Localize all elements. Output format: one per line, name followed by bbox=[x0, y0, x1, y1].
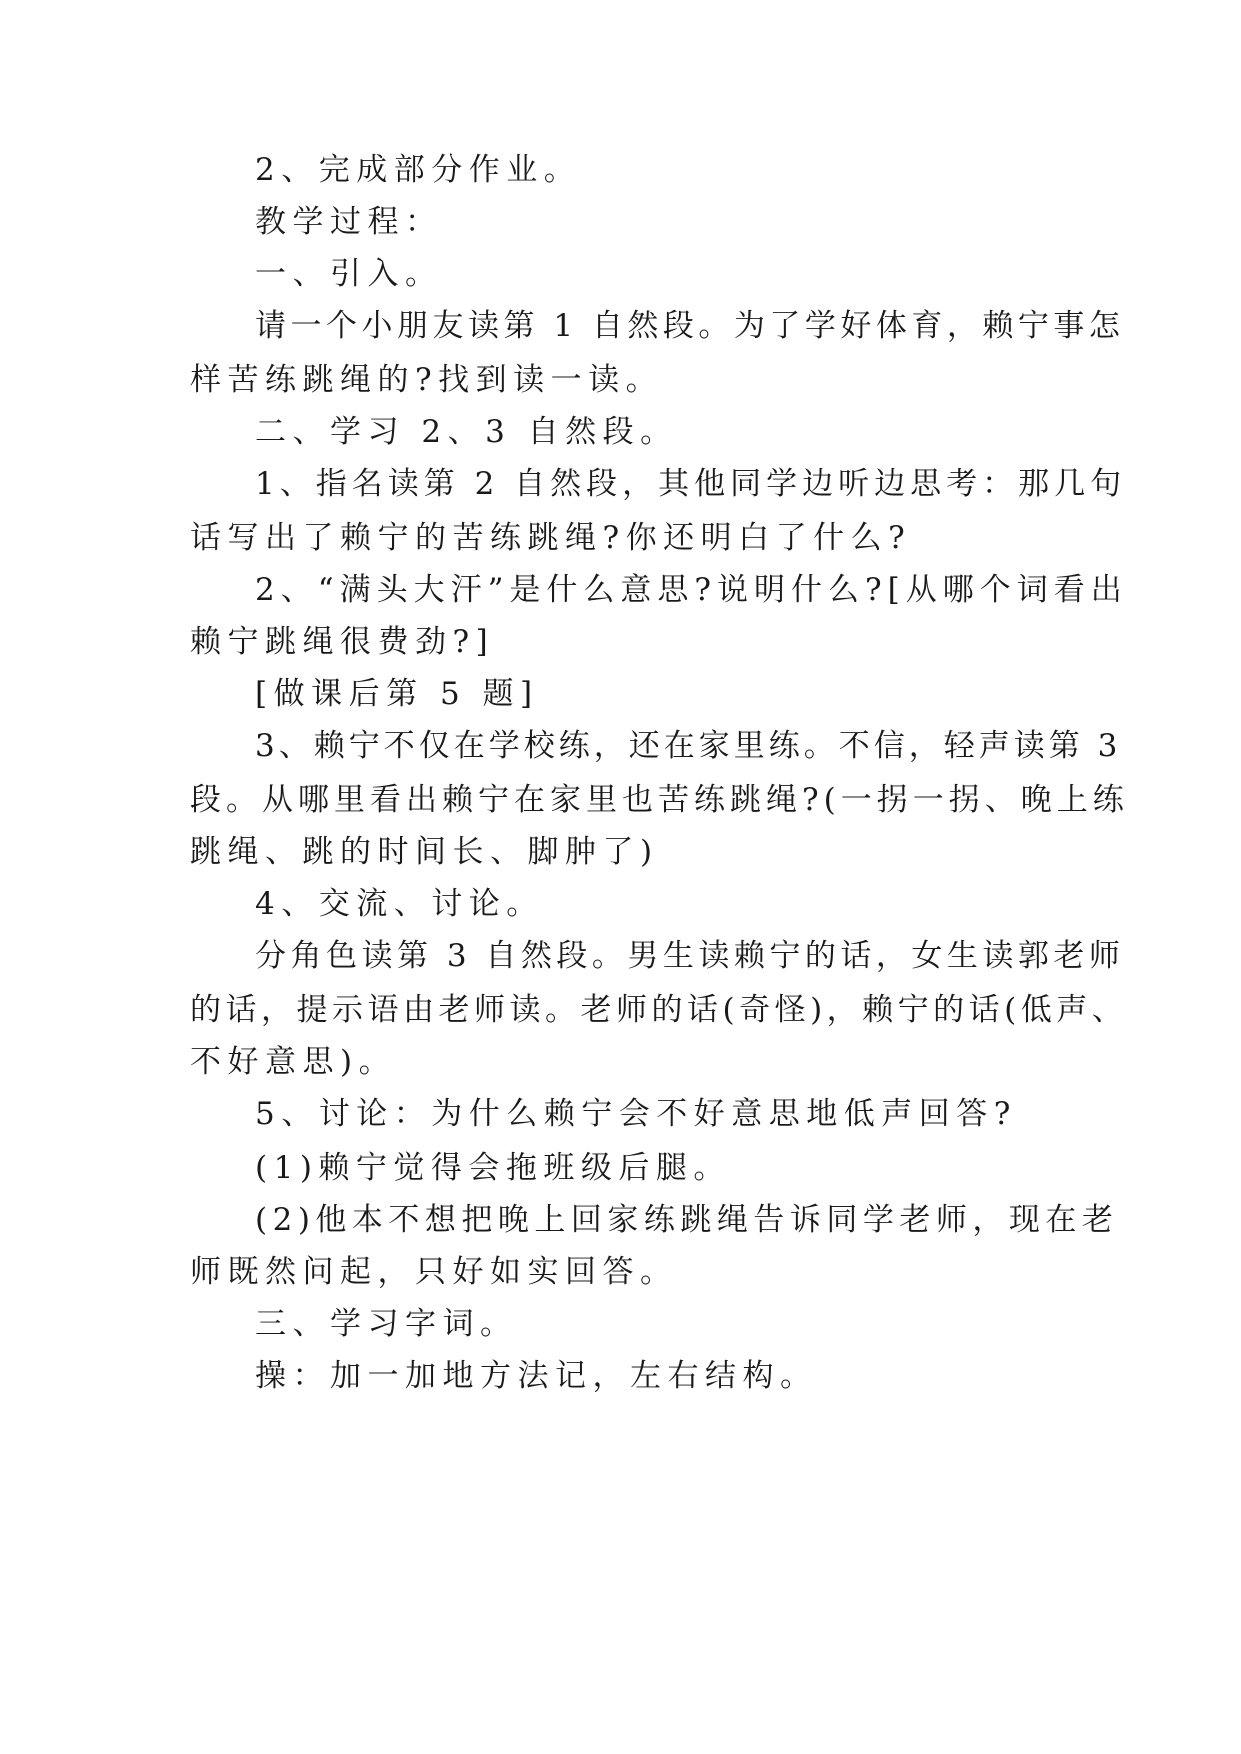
text-line: 段。从哪里看出赖宁在家里也苦练跳绳?(一拐一拐、晚上练 bbox=[190, 782, 1129, 818]
text-line: 4、交流、讨论。 bbox=[255, 886, 544, 922]
text-line: 二、学习 2、3 自然段。 bbox=[255, 414, 678, 450]
text-line: 不好意思)。 bbox=[190, 1044, 397, 1080]
text-line: (1)赖宁觉得会拖班级后腿。 bbox=[255, 1150, 731, 1186]
text-line: 样苦练跳绳的?找到读一读。 bbox=[190, 362, 664, 398]
text-line: 1、指名读第 2 自然段，其他同学边听边思考：那几句 bbox=[255, 466, 1127, 502]
text-line: 2、“满头大汗”是什么意思?说明什么?[从哪个词看出 bbox=[255, 572, 1128, 608]
text-line: 2、完成部分作业。 bbox=[255, 152, 582, 188]
text-line: 教学过程： bbox=[255, 204, 443, 240]
text-line: 三、学习字词。 bbox=[255, 1306, 518, 1342]
text-line: 5、讨论：为什么赖宁会不好意思地低声回答? bbox=[255, 1096, 1017, 1132]
text-line: 跳绳、跳的时间长、脚肿了) bbox=[190, 834, 659, 870]
text-line: 请一个小朋友读第 1 自然段。为了学好体育，赖宁事怎 bbox=[255, 308, 1125, 344]
text-line: [做课后第 5 题] bbox=[255, 676, 539, 712]
text-line: (2)他本不想把晚上回家练跳绳告诉同学老师，现在老 bbox=[255, 1202, 1119, 1238]
text-line: 师既然问起，只好如实回答。 bbox=[190, 1254, 678, 1290]
text-line: 赖宁跳绳很费劲?] bbox=[190, 624, 495, 660]
text-line: 操：加一加地方法记，左右结构。 bbox=[255, 1358, 818, 1394]
text-line: 的话，提示语由老师读。老师的话(奇怪)，赖宁的话(低声、 bbox=[190, 992, 1128, 1028]
text-line: 一、引入。 bbox=[255, 256, 443, 292]
text-line: 3、赖宁不仅在学校练，还在家里练。不信，轻声读第 3 bbox=[255, 728, 1122, 764]
text-line: 话写出了赖宁的苦练跳绳?你还明白了什么? bbox=[190, 520, 912, 556]
text-line: 分角色读第 3 自然段。男生读赖宁的话，女生读郭老师 bbox=[255, 938, 1125, 974]
